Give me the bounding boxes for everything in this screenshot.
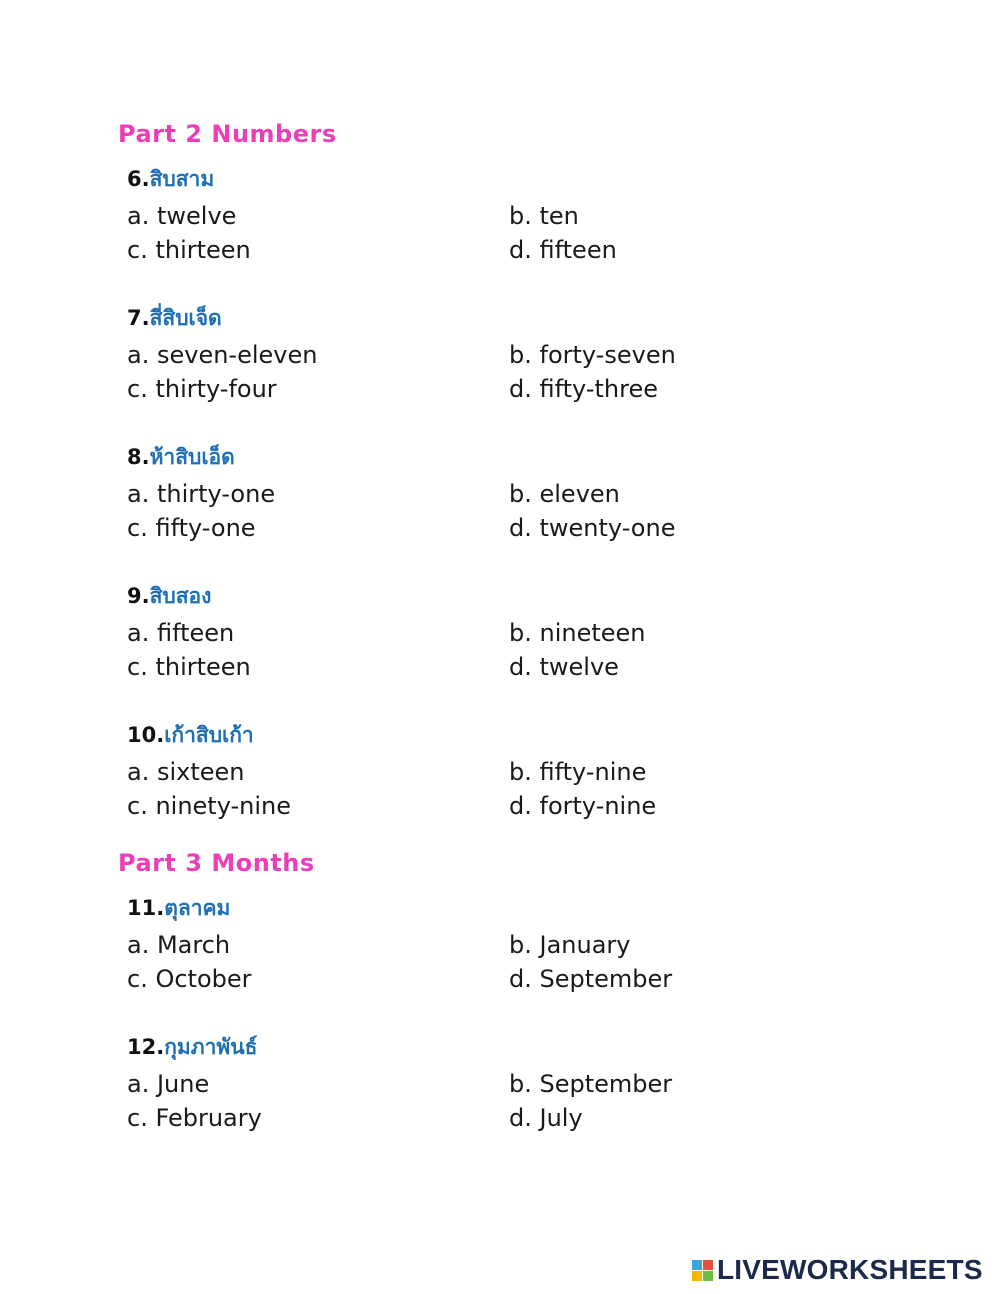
logo-square-icon bbox=[703, 1271, 713, 1281]
options-grid bbox=[127, 1067, 827, 1135]
option-b[interactable]: b. ten bbox=[509, 202, 579, 230]
option-d[interactable]: d. fifteen bbox=[509, 236, 617, 264]
options-grid bbox=[127, 755, 827, 823]
question-number: 7. bbox=[127, 306, 150, 330]
question-number: 12. bbox=[127, 1035, 165, 1059]
question-heading bbox=[127, 892, 827, 924]
options-grid bbox=[127, 338, 827, 406]
option-d[interactable]: d. twenty-one bbox=[509, 514, 676, 542]
option-b[interactable]: b. nineteen bbox=[509, 619, 646, 647]
logo-square-icon bbox=[692, 1260, 702, 1270]
option-a[interactable]: a. sixteen bbox=[127, 758, 245, 786]
part-title-numbers: Part 2 Numbers bbox=[118, 120, 337, 148]
question-12 bbox=[127, 1031, 827, 1135]
option-d[interactable]: d. fifty-three bbox=[509, 375, 658, 403]
option-c[interactable]: c. February bbox=[127, 1104, 262, 1132]
option-b[interactable]: b. January bbox=[509, 931, 631, 959]
option-a[interactable]: a. seven-eleven bbox=[127, 341, 318, 369]
logo-square-icon bbox=[692, 1271, 702, 1281]
option-c[interactable]: c. October bbox=[127, 965, 252, 993]
question-7 bbox=[127, 302, 827, 406]
question-heading bbox=[127, 163, 827, 195]
logo-text: LIVEWORKSHEETS bbox=[717, 1254, 983, 1285]
question-heading bbox=[127, 441, 827, 473]
question-heading bbox=[127, 1031, 827, 1063]
question-number: 8. bbox=[127, 445, 150, 469]
option-c[interactable]: c. fifty-one bbox=[127, 514, 256, 542]
question-thai-word: กุมภาพันธ์ bbox=[164, 1035, 258, 1059]
option-c[interactable]: c. thirteen bbox=[127, 653, 251, 681]
options-grid bbox=[127, 199, 827, 267]
question-number: 10. bbox=[127, 723, 165, 747]
part-title-months: Part 3 Months bbox=[118, 849, 315, 877]
option-b[interactable]: b. fifty-nine bbox=[509, 758, 647, 786]
option-a[interactable]: a. fifteen bbox=[127, 619, 235, 647]
question-thai-word: เก้าสิบเก้า bbox=[164, 723, 254, 747]
question-6 bbox=[127, 163, 827, 267]
question-thai-word: สิบสาม bbox=[149, 167, 215, 191]
option-b[interactable]: b. forty-seven bbox=[509, 341, 676, 369]
option-a[interactable]: a. thirty-one bbox=[127, 480, 276, 508]
question-heading bbox=[127, 580, 827, 612]
option-a[interactable]: a. June bbox=[127, 1070, 210, 1098]
question-11 bbox=[127, 892, 827, 996]
liveworksheets-logo bbox=[692, 1255, 983, 1285]
question-thai-word: ห้าสิบเอ็ด bbox=[149, 445, 235, 469]
question-number: 11. bbox=[127, 896, 165, 920]
option-d[interactable]: d. September bbox=[509, 965, 673, 993]
question-thai-word: สิบสอง bbox=[149, 584, 212, 608]
question-number: 6. bbox=[127, 167, 150, 191]
question-number: 9. bbox=[127, 584, 150, 608]
question-10 bbox=[127, 719, 827, 823]
options-grid bbox=[127, 477, 827, 545]
option-b[interactable]: b. September bbox=[509, 1070, 673, 1098]
question-heading bbox=[127, 302, 827, 334]
option-c[interactable]: c. ninety-nine bbox=[127, 792, 292, 820]
logo-square-icon bbox=[703, 1260, 713, 1270]
options-grid bbox=[127, 928, 827, 996]
option-c[interactable]: c. thirty-four bbox=[127, 375, 277, 403]
question-heading bbox=[127, 719, 827, 751]
option-a[interactable]: a. twelve bbox=[127, 202, 237, 230]
logo-mark-icon bbox=[692, 1260, 713, 1281]
option-d[interactable]: d. twelve bbox=[509, 653, 619, 681]
option-d[interactable]: d. July bbox=[509, 1104, 583, 1132]
options-grid bbox=[127, 616, 827, 684]
option-c[interactable]: c. thirteen bbox=[127, 236, 251, 264]
question-thai-word: สี่สิบเจ็ด bbox=[149, 306, 222, 330]
option-d[interactable]: d. forty-nine bbox=[509, 792, 657, 820]
question-thai-word: ตุลาคม bbox=[164, 896, 231, 920]
question-9 bbox=[127, 580, 827, 684]
option-b[interactable]: b. eleven bbox=[509, 480, 620, 508]
question-8 bbox=[127, 441, 827, 545]
option-a[interactable]: a. March bbox=[127, 931, 231, 959]
